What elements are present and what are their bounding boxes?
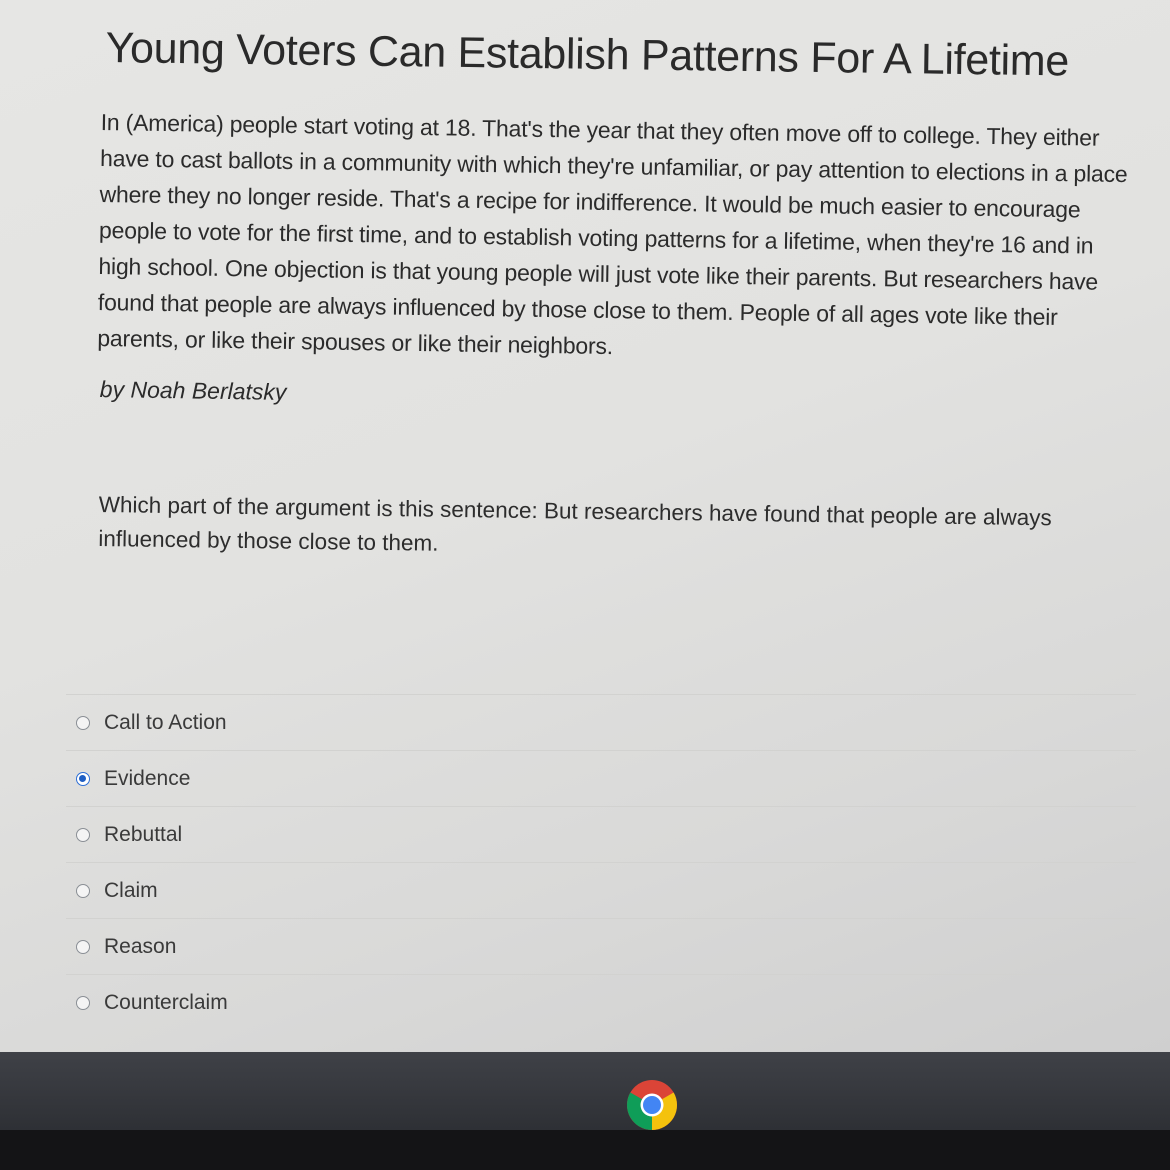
- chrome-icon[interactable]: [626, 1079, 678, 1131]
- radio-button[interactable]: [76, 996, 90, 1010]
- radio-button[interactable]: [76, 940, 90, 954]
- passage-title: Young Voters Can Establish Patterns For A Lifetime: [105, 24, 1070, 86]
- option-rebuttal[interactable]: [66, 806, 1136, 862]
- option-counterclaim[interactable]: [66, 974, 1136, 1030]
- option-label: Reason: [104, 934, 177, 958]
- monitor-bezel: [0, 1130, 1170, 1170]
- option-call-to-action[interactable]: [66, 694, 1136, 750]
- option-label: Evidence: [104, 766, 191, 790]
- radio-button[interactable]: [76, 828, 90, 842]
- taskbar: [0, 1052, 1170, 1130]
- option-label: Call to Action: [104, 710, 227, 734]
- answer-options: [66, 694, 1136, 1030]
- radio-button[interactable]: [76, 716, 90, 730]
- option-label: Counterclaim: [104, 990, 228, 1014]
- passage-author: by Noah Berlatsky: [99, 376, 287, 405]
- option-claim[interactable]: [66, 862, 1136, 918]
- option-reason[interactable]: [66, 918, 1136, 974]
- radio-button[interactable]: [76, 772, 90, 786]
- passage-text: In (America) people start voting at 18. That's the year that they often move off to college. They either have to cast ballots in a community with which they're unfamiliar, or pay attention to elections in a place where they no longer reside. That's a recipe for indifference. It would be much easier to encourage people to vote for the first time, and to establish voting patterns for a lifetime, when they're 16 and in high school. One objection is that young people will just vote like their parents. But researchers have found that people are always influenced by those close to them. People of all ages vote like their parents, or like their spouses or like their neighbors.: [97, 108, 1128, 360]
- question-text: Which part of the argument is this sentence: But researchers have found that people are always influenced by those close to them.: [98, 491, 1052, 556]
- option-label: Claim: [104, 878, 158, 902]
- option-evidence[interactable]: [66, 750, 1136, 806]
- option-label: Rebuttal: [104, 822, 183, 846]
- radio-button[interactable]: [76, 884, 90, 898]
